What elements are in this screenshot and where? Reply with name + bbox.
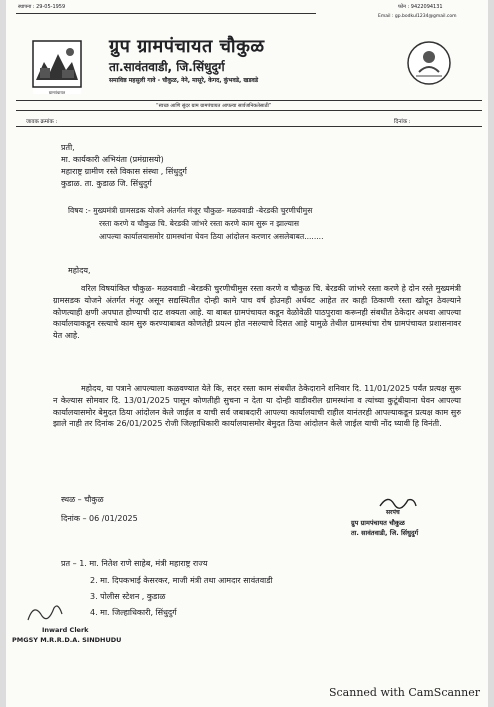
- subject-line: विषय :- मुख्यमंत्री ग्रामसडक योजने अंतर्गत मंजूर चौकुळ- मळववाडी -बेरडकी चुरणीचीमुस: [68, 206, 313, 215]
- letter-page: [6, 0, 488, 707]
- recipient-line: महाराष्ट्र ग्रामीण रस्ते विकास संस्था , सिंधुदुर्ग: [61, 167, 187, 176]
- letter-date: दिनांक – 06 /01/2025: [61, 514, 138, 523]
- recipient-line: मा. कार्यकारी अभियंता (प्रमंग्रासयो): [61, 155, 164, 164]
- body-paragraph-2: महोदय, या पत्राने आपल्याला कळवण्यात येते कि, सदर रस्ता काम संबधीत ठेकेदाराने शनिवार दि. 11/01/2025 पर्यंत प्रत्यक्ष सुरू न केल्यास सोमवार दि. 13/01/2025 पासून कोणतीही सुचना न देता या दोन्ही वाडीवरील ग्रामस्थांना व त्यांच्या कुटूंबीयाना घेवन आपल्या कार्यालयासमोर बेमुदत ठिया आंदोलन केले जाईल व याची सर्व जबाबदारी आपल्या कार्यालयाची राहील यानंतरही आपल्याकडून प्रत्यक्ष काम सुरु झाले नाही तर दिनांक 26/01/2025 रोजी जिल्हाधिकारी कार्यालयासमोर बेमुदत ठिया आंदोलन केले जाईल याची नोंद घ्यावी हि विनंती.: [53, 384, 461, 429]
- tagline: “स्वच्छ आणि सुंदर ग्राम ग्रामपंचायत आपल्या सार्वजनिकतेसाठी”: [156, 103, 272, 109]
- copy-line: 4. मा. जिल्हाधिकारी, सिंधुदुर्ग: [90, 608, 177, 617]
- signature-org: ग्रुप ग्रामपंचायत चौकुळ: [351, 519, 405, 527]
- signature-taluka: ता. सावंतवाडी, जि. सिंधुदुर्ग: [351, 529, 419, 537]
- established-date: स्थापना : 29-05-1959: [18, 4, 66, 10]
- scanner-watermark: Scanned with CamScanner: [328, 686, 480, 699]
- emblem-icon: [406, 40, 452, 86]
- email-address: Email : gp.bodkul1234@gmail.com: [378, 14, 457, 19]
- header-divider-3: [16, 126, 482, 127]
- phone-number: फोन : 9422094131: [398, 4, 443, 10]
- salutation: महोदय,: [68, 266, 91, 275]
- copy-line: प्रत – 1. मा. नितेश राणे साहेब, मंत्री महाराष्ट्र राज्य: [61, 559, 208, 568]
- recipient-line: कुडाळ. ता. कुडाळ जि. सिंधुदुर्ग: [61, 179, 152, 188]
- copy-line: 2. मा. दिपकभाई केसरकर, माजी मंत्री तथा आमदार सावंतवाडी: [90, 576, 273, 585]
- recipient-line: प्रती,: [61, 143, 75, 152]
- subtitle: ता.सावंतवाडी, जि.सिंधुदुर्ग: [109, 60, 225, 74]
- subject-line: आपल्या कार्यालयासमोर ग्रामस्थांना घेवन ठिया आंदोलन करणार असलेबाबत........: [99, 232, 324, 241]
- svg-text:ग्रामपंचायत: ग्रामपंचायत: [48, 90, 66, 95]
- date-label: दिनांक :: [394, 119, 411, 125]
- header-divider-2: [16, 110, 482, 111]
- villages-line: समाविष्ठ महसुली गावे - चौकुळ, नेने, मासूरे, केगद, कुंभवडे, खडवडे: [109, 77, 259, 84]
- copy-line: 3. पोलीस स्टेशन , कुडाळ: [90, 592, 166, 601]
- signature-role: सरपंच: [386, 509, 400, 516]
- gram-panchayat-logo: [32, 40, 82, 96]
- top-divider: [16, 13, 316, 14]
- place: स्थळ – चौकुळ: [61, 495, 104, 504]
- header-divider: [16, 100, 482, 101]
- stamp-line-1: Inward Clerk: [42, 626, 89, 634]
- page-title: ग्रुप ग्रामपंचायत चौकुळ: [109, 36, 265, 57]
- body-paragraph-1: वरिल विषयांकित चौकुळ- मळववाडी -बेरडकी चुरणीचीमुस रस्ता करणे व चौकुळ चि. बेरडकी जांभरे रस्ता करणे हे दोन रस्ते मुख्यमंत्री ग्रामसडक योजने अंतर्गत मंजूर असून सद्यस्थितीत दोन्ही कामे पाच वर्ष होउनही अर्धवट आहेत तर काही ठिकाणी रस्ता खोदून ठेवल्याने कोणत्याही क्षणी अपघात होण्याची दाट शक्यता आहे. या बाबत ग्रामपंचायत कडून वेळोवेळी पाठपुरावा करूनही संबधीत ठेकेदार अथवा आपल्या कार्यालयाकडून रस्त्याचे काम सुरु करण्याबाबत कोणतेही प्रयत्न होत नसल्याचे दिसत आहे यामुळे तेथील ग्रामस्थांचा रोष ग्रामपंचायत प्रशासनावर येत आहे.: [53, 284, 461, 341]
- subject-line: रस्ता करणे व चौकुळ चि. बेरडकी जांभरे रस्ता करणे काम सुरू न झाल्यास: [99, 219, 299, 228]
- stamp-line-2: PMGSY M.R.R.D.A. SINDHUDU: [12, 636, 122, 644]
- reference-label: जावक क्रमांक :: [26, 119, 58, 125]
